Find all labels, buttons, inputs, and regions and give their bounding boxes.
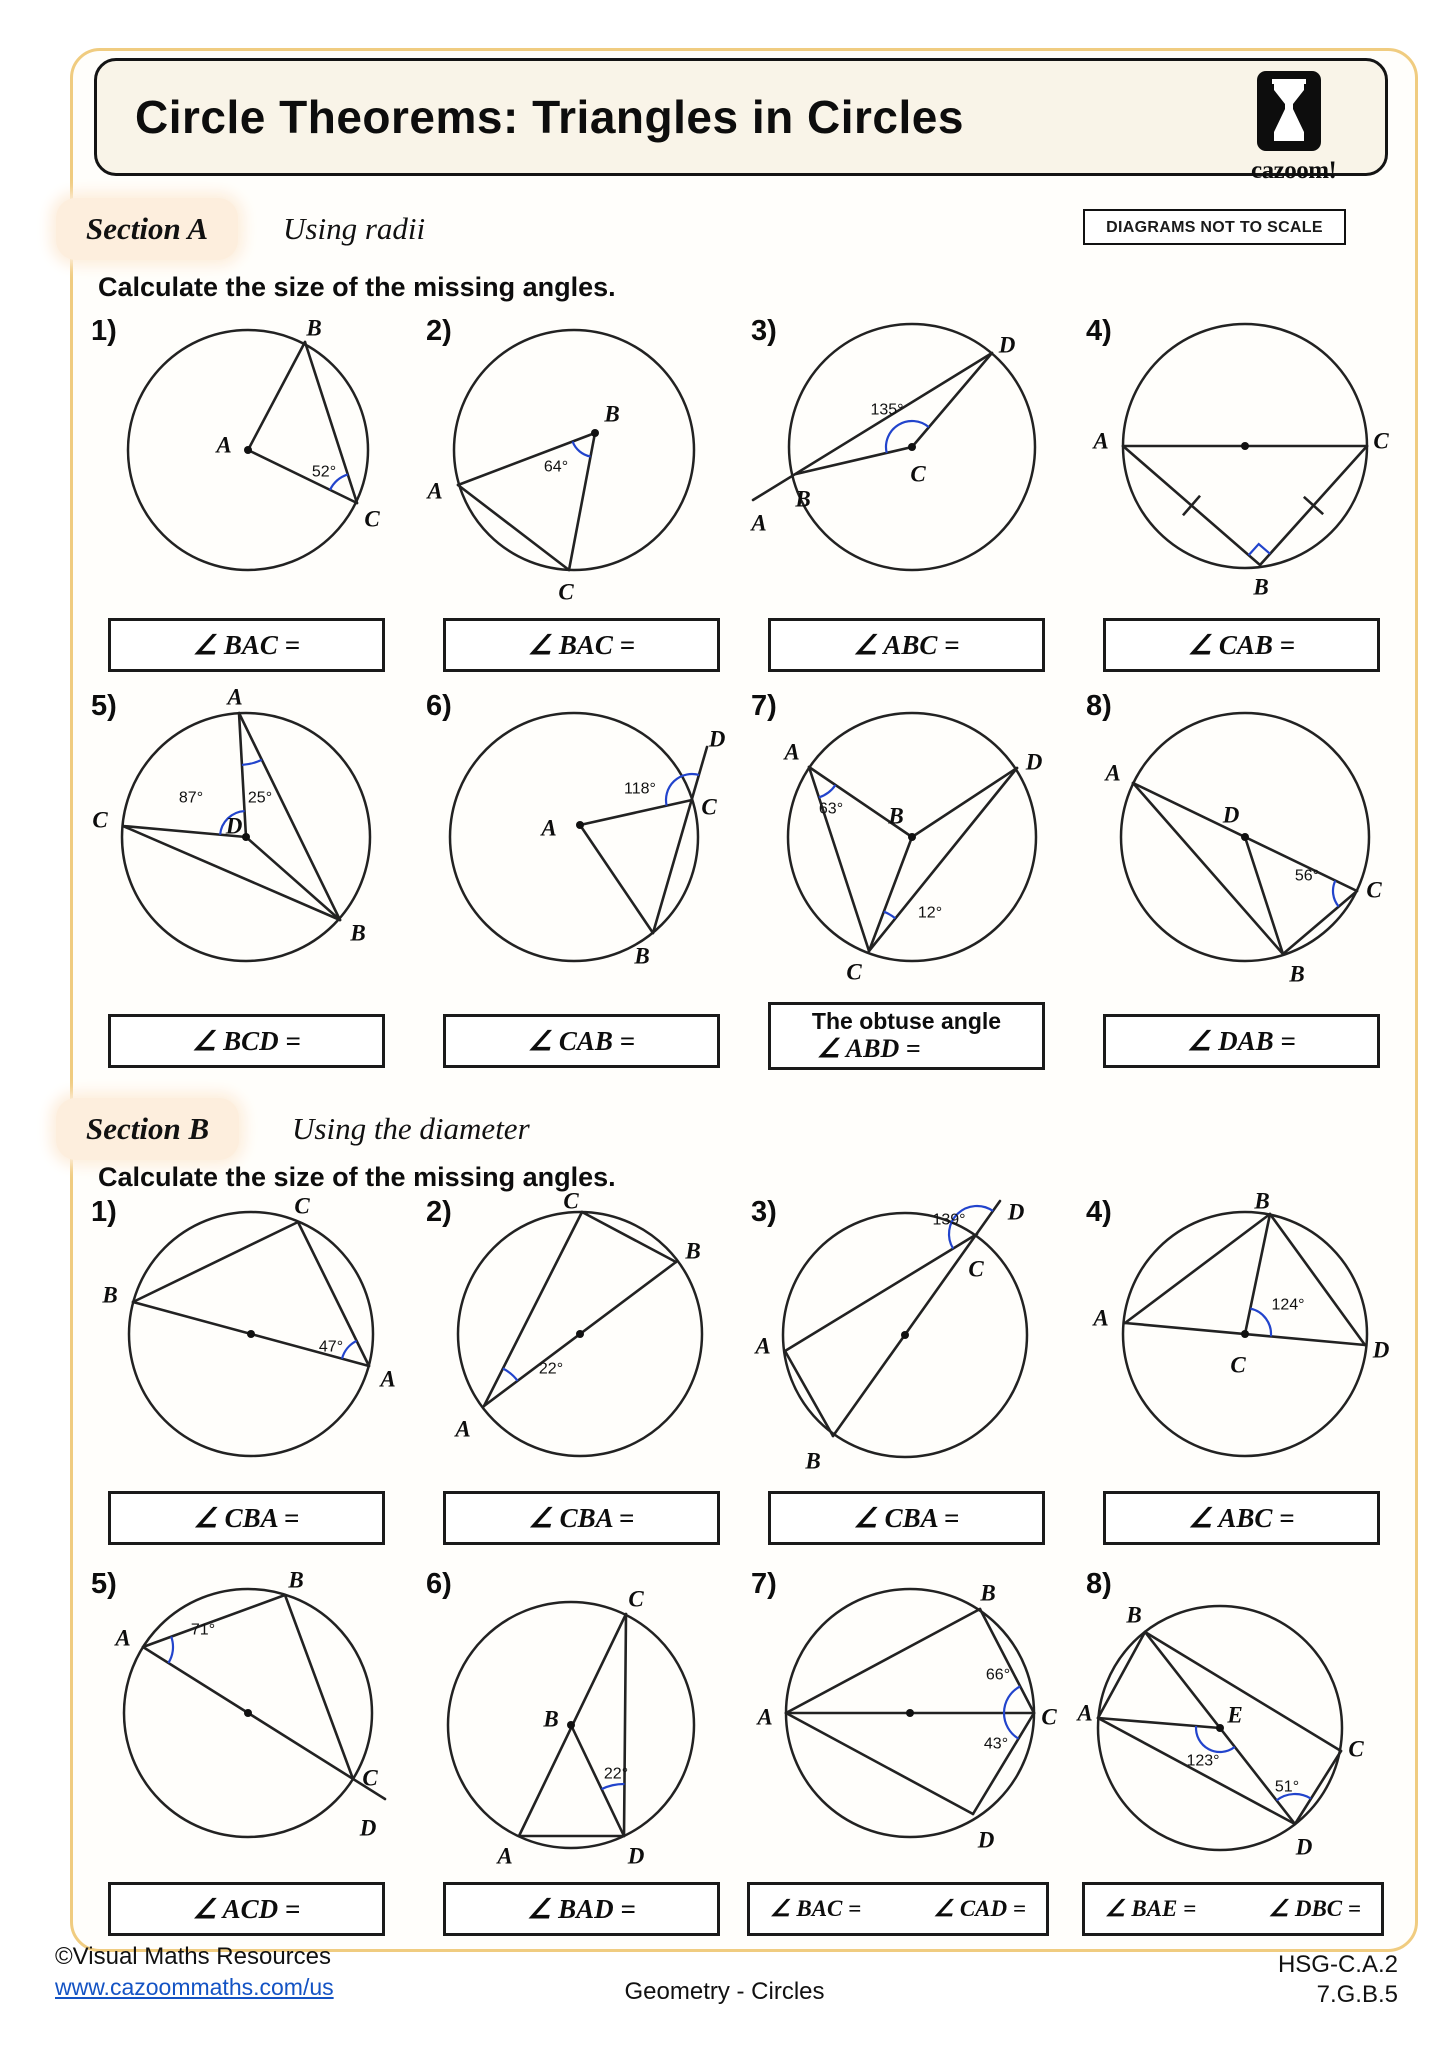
chord-line [458,485,569,570]
angle-value-label: 22° [603,1765,629,1783]
chord-line [580,800,692,825]
point-label-A: A [380,1366,396,1392]
chord-line [458,433,595,485]
answer-label: ∠ BCD = [192,1025,301,1056]
chord-line [753,353,992,500]
problem-b1-diagram [85,1193,417,1481]
chord-line [1125,1214,1270,1323]
problem-a7-diagram [745,690,1077,985]
problem-b3 [745,1196,1077,1481]
answer-box-a1[interactable] [108,618,385,672]
angle-value-label: 52° [311,463,337,481]
point-label-B: B [1126,1602,1142,1628]
answer-label: ∠ CBA = [193,1502,300,1533]
angle-arc [819,785,836,797]
problem-b5-number: 5) [91,1568,117,1600]
point-label-A: A [784,739,800,765]
chord-line [1283,891,1357,954]
angle-value-label: 25° [247,789,273,807]
answer-label: ∠ CAB = [1187,629,1296,660]
point-label-A: A [541,815,557,841]
point-label-A: A [1105,760,1121,786]
point-label-A: A [755,1333,771,1359]
section-b-label: Section B [56,1098,239,1160]
answer-label: ∠ CBA = [528,1502,635,1533]
center-dot [567,1721,575,1729]
point-label-B: B [306,315,322,341]
cazoom-logo-text: cazoom! [1251,157,1337,184]
point-label-B: B [980,1580,996,1606]
answer-label: ∠ CBA = [853,1502,960,1533]
point-label-B: B [102,1282,118,1308]
cazoom-logo-icon [1257,71,1321,151]
angle-arc [1250,1309,1271,1337]
point-label-C: C [1230,1352,1246,1378]
problem-a5-number: 5) [91,690,117,722]
chord-line [1145,1632,1341,1751]
answer-label: ∠ BAC = [770,1896,862,1921]
angle-value-label: 71° [190,1621,216,1639]
angle-value-label: 118° [624,780,656,798]
angle-arc [242,760,262,765]
problem-a4-diagram [1080,315,1412,600]
problem-b2-diagram [420,1188,752,1481]
angle-value-label: 51° [1274,1778,1300,1796]
angle-value-label: 22° [538,1360,564,1378]
problem-b7-diagram [745,1568,1077,1853]
answer-label: ∠ ABD = [817,1034,921,1063]
problem-a2 [420,315,752,605]
center-dot [901,1331,909,1339]
chord-line [133,1222,298,1302]
chord-line [1245,837,1283,954]
cazoom-logo [1251,71,1337,185]
problem-b6 [420,1568,752,1869]
problem-b8-number: 8) [1086,1568,1112,1600]
answer-label: ∠ ACD = [192,1893,301,1924]
answer-box-b7[interactable] [747,1882,1049,1936]
angle-arc [342,1341,357,1359]
answer-box-b5[interactable] [108,1882,385,1936]
section-a-subtitle: Using radii [283,211,426,246]
point-label-B: B [1289,961,1305,987]
chord-line [912,353,992,447]
answer-box-a6[interactable] [443,1014,720,1068]
point-label-A: A [455,1416,471,1442]
point-label-B: B [288,1567,304,1593]
point-label-D: D [627,1843,645,1869]
chord-line [484,1212,582,1406]
point-label-A: A [216,432,232,458]
problem-b3-diagram [745,1196,1077,1481]
footer-standard-2: 7.G.B.5 [1316,1981,1398,2008]
chord-line [785,1351,833,1436]
problem-b4-diagram [1080,1188,1412,1481]
problem-b5 [85,1568,417,1853]
problem-b4 [1080,1188,1412,1481]
angle-value-label: 124° [1271,1296,1305,1314]
point-label-B: B [604,401,620,427]
chord-line [912,768,1017,837]
problem-b2 [420,1188,752,1481]
problem-a5-diagram [85,684,417,975]
point-label-A: A [751,510,767,536]
chord-line [869,837,912,951]
point-label-A: A [1077,1700,1093,1726]
center-dot [1241,833,1249,841]
chord-line [1295,1751,1341,1824]
point-label-B: B [805,1448,821,1474]
chord-line [786,1713,973,1814]
point-label-D: D [1007,1199,1025,1225]
problem-b2-number: 2) [426,1196,452,1228]
chord-line [809,767,869,951]
problem-b4-number: 4) [1086,1196,1112,1228]
center-dot [244,1709,252,1717]
chord-line [980,1609,1034,1713]
point-label-B: B [685,1238,701,1264]
center-dot [247,1330,255,1338]
point-label-C: C [364,506,380,532]
problem-b3-number: 3) [751,1196,777,1228]
point-label-C: C [701,794,717,820]
answer-label: ∠ ABC = [853,629,960,660]
point-label-A: A [497,1843,513,1869]
point-label-C: C [910,461,926,487]
problem-a6-diagram [420,690,752,975]
point-label-C: C [1366,877,1382,903]
chord-line [796,447,912,474]
point-label-A: A [427,478,443,504]
center-dot [1241,442,1249,450]
footer-link[interactable]: www.cazoommaths.com/us [55,1974,334,2000]
angle-value-label: 56° [1294,867,1320,885]
point-label-B: B [1253,574,1269,600]
point-label-C: C [563,1188,579,1214]
center-dot [591,429,599,437]
point-label-C: C [628,1586,644,1612]
center-dot [242,833,250,841]
problem-a3-diagram [745,315,1077,600]
point-label-D: D [708,726,726,752]
point-label-C: C [1373,428,1389,454]
chord-line [143,1647,385,1799]
answer-box-b2[interactable] [443,1491,720,1545]
point-label-C: C [92,807,108,833]
point-label-D: D [998,332,1016,358]
center-dot [576,1330,584,1338]
answer-box-b6[interactable] [443,1882,720,1936]
problem-a8-number: 8) [1086,690,1112,722]
problem-a2-diagram [420,315,752,605]
chord-line [248,342,305,450]
answer-label: ∠ BAC = [192,629,301,660]
problem-a4 [1080,315,1412,600]
chord-line [246,837,340,920]
point-label-A: A [757,1704,773,1730]
point-label-B: B [888,803,904,829]
problem-b1-number: 1) [91,1196,117,1228]
point-label-D: D [1025,749,1043,775]
section-b-subtitle: Using the diameter [292,1111,530,1146]
problem-b7-number: 7) [751,1568,777,1600]
answer-box-a3[interactable] [768,618,1045,672]
problem-a7-number: 7) [751,690,777,722]
problem-a8-diagram [1080,690,1412,987]
chord-line [786,1609,980,1713]
point-label-B: B [350,920,366,946]
point-label-A: A [115,1625,131,1651]
section-b-instruction: Calculate the size of the missing angles. [98,1162,616,1192]
chord-line [869,768,1017,951]
section-a-instruction: Calculate the size of the missing angles. [98,272,616,302]
chord-line [123,826,340,920]
point-label-C: C [558,579,574,605]
angle-value-label: 123° [1186,1752,1220,1770]
right-angle-marker [1249,544,1270,555]
problem-a4-number: 4) [1086,315,1112,347]
problem-a3 [745,315,1077,600]
angle-arc [884,912,896,919]
problem-a7 [745,690,1077,985]
chord-line [239,713,340,920]
point-label-D: D [225,813,243,839]
answer-box-b3[interactable] [768,1491,1045,1545]
center-dot [1241,1330,1249,1338]
answer-label: ∠ BAC = [527,629,636,660]
problem-b7 [745,1568,1077,1853]
problem-a1-diagram [85,315,417,600]
problem-a6 [420,690,752,975]
angle-value-label: 66° [985,1666,1011,1684]
problem-b1 [85,1193,417,1481]
point-label-D: D [359,1815,377,1841]
point-label-E: E [1227,1702,1243,1728]
chord-line [1245,1214,1270,1334]
footer-topic: Geometry - Circles [624,1978,825,2005]
problem-a2-number: 2) [426,315,452,347]
center-dot [576,821,584,829]
chord-line [785,1234,977,1351]
center-dot [1216,1724,1224,1732]
footer-credit: ©Visual Maths Resources [55,1943,332,1970]
section-a-label: Section A [56,198,238,260]
center-dot [908,833,916,841]
chord-line [624,1614,626,1836]
answer-label: ∠ BAD = [527,1893,636,1924]
angle-arc [503,1369,518,1381]
problem-b6-number: 6) [426,1568,452,1600]
point-label-A: A [1093,1305,1109,1331]
point-label-D: D [1222,802,1240,828]
angle-value-label: 63° [818,800,844,818]
answer-box-a8[interactable] [1103,1014,1380,1068]
problem-b8 [1077,1568,1412,1860]
answer-label: ∠ CAD = [933,1896,1026,1921]
point-label-C: C [1348,1736,1364,1762]
footer-standard-1: HSG-C.A.2 [1277,1951,1398,1978]
point-label-A: A [227,684,243,710]
angle-value-label: 64° [543,458,569,476]
header [94,58,1388,184]
problem-a6-number: 6) [426,690,452,722]
angle-value-label: 47° [318,1338,344,1356]
point-label-A: A [1093,428,1109,454]
answer-label: ∠ CAB = [527,1025,636,1056]
point-label-C: C [846,959,862,985]
angle-arc [1004,1686,1020,1713]
angle-value-label: 139° [932,1211,966,1229]
answer-box-a4[interactable] [1103,618,1380,672]
answer-box-a7[interactable] [768,1002,1045,1070]
answer-label: ∠ ABC = [1188,1502,1295,1533]
scale-note: DIAGRAMS NOT TO SCALE [1083,209,1346,245]
answer-box-a5[interactable] [108,1014,385,1068]
answer-box-note: The obtuse angle [811,1008,1002,1034]
point-label-D: D [1372,1337,1390,1363]
center-dot [908,443,916,451]
problem-b6-diagram [420,1568,752,1869]
chord-line [973,1713,1034,1814]
problem-b5-diagram [85,1568,417,1853]
chord-line [285,1595,353,1779]
answer-box-b8[interactable] [1082,1882,1384,1936]
angle-arc [573,442,591,457]
chord-line [1098,1632,1145,1718]
problem-a8 [1080,690,1412,987]
point-label-B: B [795,486,811,512]
problem-a3-number: 3) [751,315,777,347]
circle-outline [454,330,694,570]
answer-label: ∠ DAB = [1187,1025,1296,1056]
answer-box-b1[interactable] [108,1491,385,1545]
footer-standards [1278,1950,1398,2010]
angle-arc [168,1637,173,1663]
chord-line [1270,1214,1365,1345]
answer-box-a2[interactable] [443,618,720,672]
point-label-B: B [543,1706,559,1732]
point-label-C: C [294,1193,310,1219]
angle-value-label: 43° [983,1735,1009,1753]
answer-label: ∠ BAE = [1105,1896,1197,1921]
chord-line [582,1212,676,1262]
angle-arc [1333,881,1339,907]
point-label-D: D [1295,1834,1313,1860]
angle-arc [602,1784,625,1789]
point-label-D: D [977,1827,995,1853]
answer-label: ∠ DBC = [1268,1896,1361,1921]
angle-value-label: 135° [870,401,904,419]
problem-a1-number: 1) [91,315,117,347]
point-label-C: C [968,1256,984,1282]
chord-line [580,825,653,933]
center-dot [906,1709,914,1717]
point-label-C: C [362,1765,378,1791]
circle-outline [450,713,698,961]
center-dot [244,446,252,454]
problem-a1 [85,315,417,600]
problem-b8-diagram [1077,1568,1412,1860]
angle-value-label: 12° [917,904,943,922]
angle-value-label: 87° [178,789,204,807]
page-title: Circle Theorems: Triangles in Circles [135,91,964,143]
answer-box-b4[interactable] [1103,1491,1380,1545]
problem-a5 [85,684,417,975]
chord-line [1133,783,1283,954]
point-label-C: C [1041,1704,1057,1730]
point-label-B: B [634,943,650,969]
point-label-B: B [1254,1188,1270,1214]
